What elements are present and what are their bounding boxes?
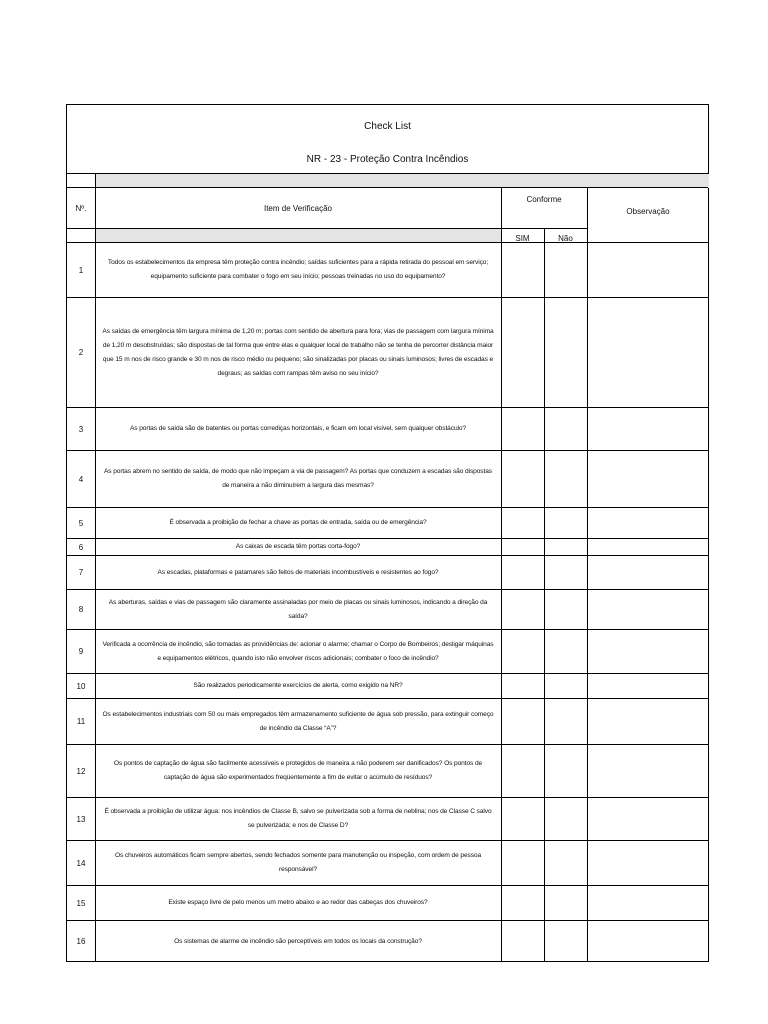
row-number: 2 xyxy=(78,348,84,357)
header-observacao: Observação xyxy=(626,206,670,216)
row-number: 1 xyxy=(78,265,84,275)
row-item-text: Os chuveiros automáticos ficam sempre abertos, sendo fechados somente para manutenção ou inspeção, com ordem de pessoa responsável? xyxy=(114,852,482,873)
rule xyxy=(501,187,502,962)
row-item-text: É observada a proibição de fechar a chave as portas de entrada, saída ou de emergência? xyxy=(169,519,427,526)
row-item-text: As portas de saída são de batentes ou portas corrediças horizontais, e ficam em local visível, sem qualquer obstáculo? xyxy=(129,425,467,432)
header-sim: SIM xyxy=(515,234,530,243)
row-item-text: Os pontos de captação de água são facilmente acessíveis e protegidos de maneira a não poderem ser danificados? Os pontos de captação de água são experimentados freqüentemente a fim de evitar o acúmulo de resíduos? xyxy=(113,760,483,781)
header-spacer-bar xyxy=(95,174,709,188)
row-item-text: Existe espaço livre de pelo menos um metro abaixo e ao redor das cabeças dos chuveiros? xyxy=(168,899,428,906)
row-item-text: As portas abrem no sentido de saída, de modo que não impeçam a via de passagem? As portas que conduzem a escadas são dispostas de maneira a não diminuírem a largura das mesmas? xyxy=(103,468,493,489)
header-item: Item de Verificação xyxy=(263,204,333,213)
row-number: 14 xyxy=(76,858,86,868)
row-item-text: As caixas de escada têm portas corta-fogo? xyxy=(235,543,361,550)
row-number: 15 xyxy=(76,898,86,908)
row-number: 13 xyxy=(76,814,86,824)
row-number: 5 xyxy=(78,518,84,528)
header-conforme: Conforme xyxy=(526,194,562,204)
header-nao: Não xyxy=(558,234,573,243)
rule xyxy=(67,228,587,229)
rule xyxy=(67,173,708,174)
subheader-bar xyxy=(95,229,501,243)
row-number: 7 xyxy=(78,568,84,577)
row-number: 9 xyxy=(78,647,84,656)
row-number: 10 xyxy=(76,681,86,691)
checklist-table xyxy=(66,104,709,962)
row-item-text: Verificada a ocorrência de incêndio, são tomadas as providências de: acionar o alarme; chamar o Corpo de Bombeiros; desligar máquinas e equipamentos elétricos, quando isto não envolver riscos adicionais; combater o foco de incêndio? xyxy=(102,640,494,662)
page-title: Check List xyxy=(364,120,411,132)
row-number: 12 xyxy=(76,766,86,776)
row-item-text: São realizados periodicamente exercícios de alerta, como exigido na NR? xyxy=(193,682,403,689)
rule xyxy=(544,228,545,962)
row-number: 3 xyxy=(78,424,84,434)
row-number: 6 xyxy=(78,542,84,552)
header-number: Nº. xyxy=(75,204,87,213)
page-subtitle: NR - 23 - Proteção Contra Incêndios xyxy=(306,153,469,165)
row-number: 16 xyxy=(76,937,86,946)
rule xyxy=(587,187,588,962)
row-item-text: Os sistemas de alarme de incêndio são perceptíveis em todos os locais da construção? xyxy=(174,937,422,945)
rule xyxy=(67,187,708,188)
row-item-text: É observada a proibição de utilizar água: nos incêndios de Classe B, salvo se pulverizada sob a forma de neblina; nos de Classe C salvo se pulverizada; e nos de Classe D? xyxy=(104,808,492,829)
row-number: 11 xyxy=(76,717,86,726)
row-item-text: Todos os estabelecimentos da empresa têm proteção contra incêndio; saídas suficientes para a rápida retirada do pessoal em serviço; equipamento suficiente para combater o fogo em seu início; pessoas treinadas no uso do equipamento? xyxy=(107,259,489,280)
row-item-text: As escadas, plataformas e patamares são feitos de materiais incombustíveis e resistentes ao fogo? xyxy=(157,568,439,576)
row-item-text: As aberturas, saídas e vias de passagem são claramente assinaladas por meio de placas ou sinais luminosos, indicando a direção da saída? xyxy=(108,598,488,620)
row-item-text: As saídas de emergência têm largura mínima de 1,20 m; portas com sentido de abertura para fora; vias de passagem com largura mínima de 1,20 m desobstruídas; são dispostas de tal forma que entre elas e qualquer local de trabalho não se tenha de percorrer distância maior que 15 m nos de risco grande e 30 m nos de risco médio ou pequeno; são sinalizadas por placas ou sinais luminosos; livres de escadas e degraus; as saídas com rampas têm aviso no seu início? xyxy=(102,327,494,377)
row-number: 8 xyxy=(78,605,84,614)
row-item-text: Os estabelecimentos industriais com 50 ou mais empregados têm armazenamento suficiente de água sob pressão, para extinguir começo de incêndio da Classe “A”? xyxy=(102,710,494,732)
row-number: 4 xyxy=(78,474,84,484)
